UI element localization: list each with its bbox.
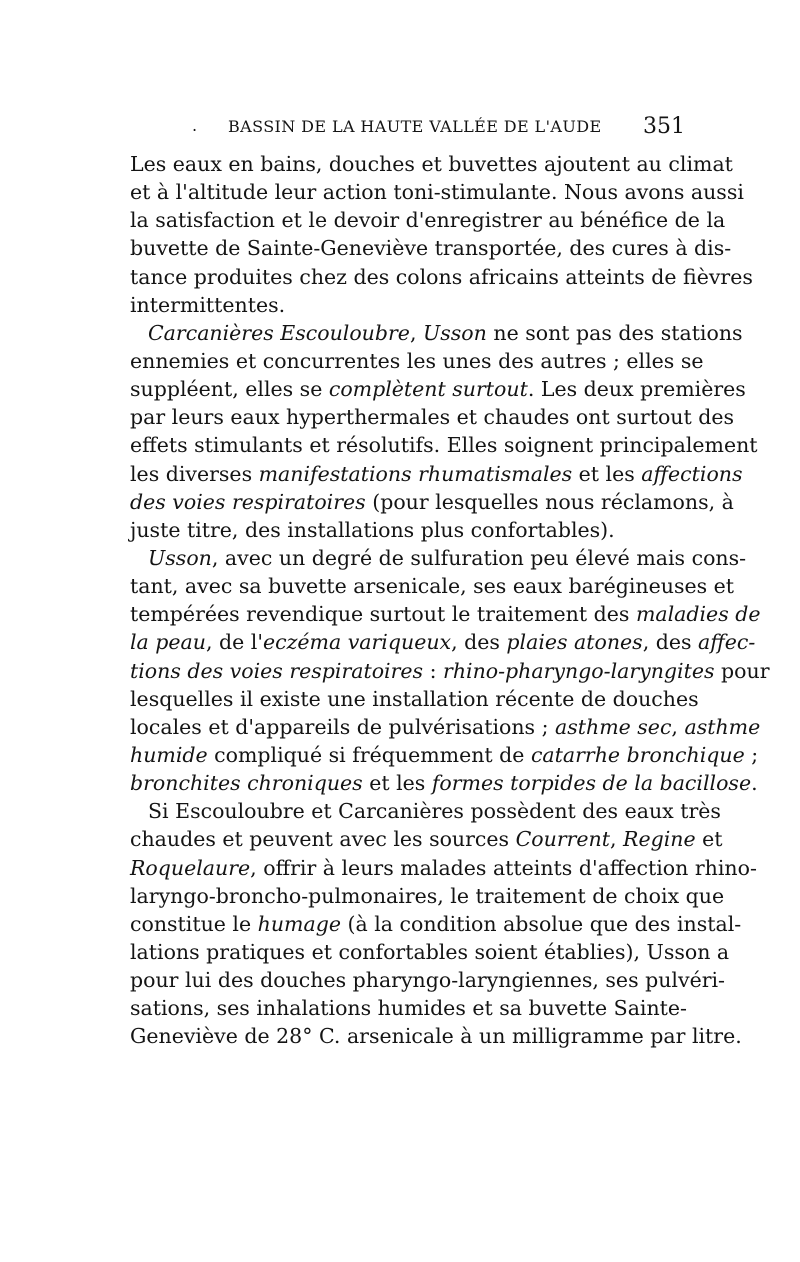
italic-term: Roquelaure <box>130 855 251 880</box>
text-line: Si Escouloubre et Carcanières possèdent des eaux très <box>148 799 721 824</box>
text-line: laryngo-broncho-pulmonaires, le traitement de choix que <box>130 883 725 908</box>
text-segment: et les <box>362 771 432 796</box>
italic-term: bronchites chroniques <box>130 771 363 796</box>
text-segment: et les <box>572 461 642 486</box>
italic-term: Usson <box>148 545 212 570</box>
text-line: tant, avec sa buvette arsenicale, ses eaux barégineuses et <box>130 574 735 599</box>
text-line <box>130 488 734 516</box>
text-line: Les eaux en bains, douches et buvettes ajoutent au climat <box>130 152 733 176</box>
text-segment: : <box>423 658 444 683</box>
text-segment: chaudes et peuvent avec les sources <box>130 827 516 852</box>
text-segment: les diverses <box>130 461 259 486</box>
text-line: par leurs eaux hyperthermales et chaudes ont surtout des <box>130 405 735 430</box>
italic-term: humage <box>257 911 341 936</box>
text-line <box>130 910 742 938</box>
text-segment: . Les deux premières <box>527 377 746 402</box>
text-line: la satisfaction et le devoir d'enregistrer au bénéfice de la <box>130 208 726 233</box>
italic-term: rhino-pharyngo-laryngites <box>443 658 715 683</box>
text-line: tance produites chez des colons africains atteints de fièvres <box>130 264 753 289</box>
text-line: intermittentes. <box>130 292 286 317</box>
text-segment: , avec un degré de sulfuration peu élevé mais cons- <box>211 545 747 570</box>
italic-term: eczéma variqueux <box>262 630 452 655</box>
paragraph <box>130 797 757 1050</box>
italic-term: catarrhe bronchique <box>530 742 745 767</box>
text-segment: , de l' <box>205 630 263 655</box>
text-line <box>130 854 757 882</box>
italic-term: asthme sec <box>555 714 672 739</box>
text-line <box>130 628 756 656</box>
paragraph <box>130 150 753 319</box>
text-segment: , <box>671 714 685 739</box>
italic-term: maladies de <box>635 602 761 627</box>
text-segment: , <box>610 827 624 852</box>
paragraph <box>130 319 758 544</box>
italic-term: asthme <box>684 714 761 739</box>
text-segment: locales et d'appareils de pulvérisations ; <box>130 714 556 739</box>
italic-term: humide <box>130 742 208 767</box>
text-segment: pour <box>714 658 770 683</box>
page-number: 351 <box>643 114 685 139</box>
text-line: et à l'altitude leur action toni-stimulante. Nous avons aussi <box>130 180 744 205</box>
text-line <box>130 741 759 769</box>
text-line <box>130 657 770 685</box>
text-line <box>130 375 746 403</box>
text-segment: ; <box>744 742 759 767</box>
running-title: BASSIN DE LA HAUTE VALLÉE DE L'AUDE <box>228 117 602 136</box>
italic-term: Usson <box>422 320 487 345</box>
text-line: lesquelles il existe une installation récente de douches <box>130 686 699 711</box>
italic-term: manifestations rhumatismales <box>258 461 573 486</box>
italic-term: complètent surtout <box>328 377 528 402</box>
text-line: ennemies et concurrentes les unes des autres ; elles se <box>130 348 704 373</box>
page-header <box>130 114 685 140</box>
header-mark: . <box>192 116 198 135</box>
italic-term: Courrent <box>515 827 610 852</box>
text-line <box>130 825 723 853</box>
text-line: pour lui des douches pharyngo-laryngiennes, ses pulvéri- <box>130 968 725 993</box>
text-line: lations pratiques et confortables soient établies), Usson a <box>130 939 730 964</box>
text-segment: constitue le <box>130 911 258 936</box>
text-line: juste titre, des installations plus confortables). <box>130 517 615 542</box>
italic-term: des voies respiratoires <box>130 489 366 514</box>
text-line <box>130 319 743 347</box>
text-segment: compliqué si fréquemment de <box>207 742 531 767</box>
paragraph <box>130 544 770 797</box>
text-segment: ne sont pas des stations <box>486 320 743 345</box>
text-line <box>130 544 747 572</box>
text-line <box>130 460 743 488</box>
text-line: Geneviève de 28° C. arsenicale à un milligramme par litre. <box>130 1024 742 1049</box>
text-segment: tempérées revendique surtout le traitement des <box>130 602 636 627</box>
text-segment: (pour lesquelles nous réclamons, à <box>365 489 734 514</box>
text-segment: et <box>695 827 723 852</box>
text-line: effets stimulants et résolutifs. Elles soignent principalement <box>130 433 758 458</box>
text-segment: . <box>751 771 758 796</box>
text-line <box>130 769 758 797</box>
text-segment: , offrir à leurs malades atteints d'affection rhino- <box>250 855 757 880</box>
italic-term: la peau <box>130 630 206 655</box>
italic-term: plaies atones <box>506 630 643 655</box>
text-segment: , des <box>642 630 699 655</box>
body-text <box>130 150 770 1051</box>
italic-term: Regine <box>623 827 696 852</box>
italic-term: tions des voies respiratoires <box>130 658 424 683</box>
text-segment: suppléent, elles se <box>130 377 329 402</box>
text-segment: , <box>409 320 423 345</box>
italic-term: formes torpides de la bacillose <box>431 771 752 796</box>
italic-term: affections <box>641 461 743 486</box>
italic-term: Carcanières Escouloubre <box>148 320 410 345</box>
text-segment: , des <box>451 630 507 655</box>
text-line: buvette de Sainte-Geneviève transportée, des cures à dis- <box>130 236 732 261</box>
text-line <box>130 713 761 741</box>
text-line: sations, ses inhalations humides et sa buvette Sainte- <box>130 996 687 1021</box>
italic-term: affec- <box>698 630 756 655</box>
text-line <box>130 600 761 628</box>
text-segment: (à la condition absolue que des instal- <box>340 911 742 936</box>
